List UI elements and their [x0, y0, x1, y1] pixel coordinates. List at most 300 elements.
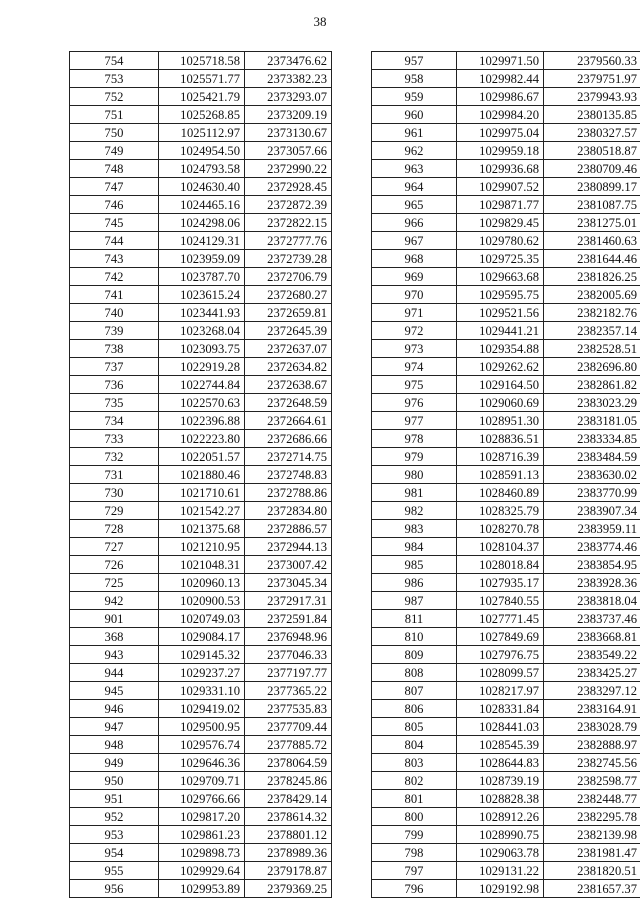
x-coordinate-cell: 1024465.16 [159, 196, 245, 214]
x-coordinate-cell: 1029871.77 [457, 196, 544, 214]
point-number-cell: 968 [372, 250, 457, 268]
y-coordinate-cell: 2377709.44 [245, 718, 332, 736]
x-coordinate-cell: 1029192.98 [457, 880, 544, 898]
table-row [70, 718, 332, 736]
table-row [372, 142, 640, 160]
point-number-cell: 731 [70, 466, 159, 484]
y-coordinate-cell: 2383907.34 [544, 502, 640, 520]
point-number-cell: 944 [70, 664, 159, 682]
table-row [372, 124, 640, 142]
table-row [372, 718, 640, 736]
point-number-cell: 943 [70, 646, 159, 664]
table-row [70, 646, 332, 664]
x-coordinate-cell: 1029725.35 [457, 250, 544, 268]
y-coordinate-cell: 2382861.82 [544, 376, 640, 394]
y-coordinate-cell: 2372990.22 [245, 160, 332, 178]
y-coordinate-cell: 2383928.36 [544, 574, 640, 592]
point-number-cell: 740 [70, 304, 159, 322]
table-row [70, 700, 332, 718]
table-row [372, 358, 640, 376]
point-number-cell: 965 [372, 196, 457, 214]
table-row [70, 160, 332, 178]
x-coordinate-cell: 1025268.85 [159, 106, 245, 124]
point-number-cell: 901 [70, 610, 159, 628]
point-number-cell: 742 [70, 268, 159, 286]
y-coordinate-cell: 2378614.32 [245, 808, 332, 826]
y-coordinate-cell: 2380327.57 [544, 124, 640, 142]
table-row [372, 538, 640, 556]
table-row [70, 196, 332, 214]
table-row [372, 88, 640, 106]
table-row [70, 502, 332, 520]
y-coordinate-cell: 2379560.33 [544, 52, 640, 70]
table-row [70, 412, 332, 430]
point-number-cell: 964 [372, 178, 457, 196]
y-coordinate-cell: 2377885.72 [245, 736, 332, 754]
point-number-cell: 981 [372, 484, 457, 502]
table-row [372, 466, 640, 484]
table-row [70, 808, 332, 826]
table-row [372, 772, 640, 790]
y-coordinate-cell: 2381826.25 [544, 268, 640, 286]
y-coordinate-cell: 2383737.46 [544, 610, 640, 628]
table-row [372, 394, 640, 412]
point-number-cell: 967 [372, 232, 457, 250]
point-number-cell: 971 [372, 304, 457, 322]
point-number-cell: 954 [70, 844, 159, 862]
x-coordinate-cell: 1021542.27 [159, 502, 245, 520]
y-coordinate-cell: 2376948.96 [245, 628, 332, 646]
table-row [70, 448, 332, 466]
y-coordinate-cell: 2372634.82 [245, 358, 332, 376]
table-row [372, 844, 640, 862]
table-row [372, 574, 640, 592]
x-coordinate-cell: 1029060.69 [457, 394, 544, 412]
point-number-cell: 804 [372, 736, 457, 754]
y-coordinate-cell: 2373209.19 [245, 106, 332, 124]
table-row [372, 340, 640, 358]
point-number-cell: 802 [372, 772, 457, 790]
y-coordinate-cell: 2383181.05 [544, 412, 640, 430]
point-number-cell: 810 [372, 628, 457, 646]
x-coordinate-cell: 1023787.70 [159, 268, 245, 286]
y-coordinate-cell: 2372777.76 [245, 232, 332, 250]
y-coordinate-cell: 2383297.12 [544, 682, 640, 700]
y-coordinate-cell: 2372706.79 [245, 268, 332, 286]
y-coordinate-cell: 2372591.84 [245, 610, 332, 628]
x-coordinate-cell: 1027840.55 [457, 592, 544, 610]
x-coordinate-cell: 1028739.19 [457, 772, 544, 790]
table-row [70, 70, 332, 88]
x-coordinate-cell: 1028460.89 [457, 484, 544, 502]
x-coordinate-cell: 1029829.45 [457, 214, 544, 232]
table-row [372, 106, 640, 124]
x-coordinate-cell: 1021210.95 [159, 538, 245, 556]
point-number-cell: 735 [70, 394, 159, 412]
table-row [372, 322, 640, 340]
point-number-cell: 725 [70, 574, 159, 592]
point-number-cell: 947 [70, 718, 159, 736]
y-coordinate-cell: 2372886.57 [245, 520, 332, 538]
y-coordinate-cell: 2372917.31 [245, 592, 332, 610]
point-number-cell: 959 [372, 88, 457, 106]
table-row [70, 124, 332, 142]
y-coordinate-cell: 2372714.75 [245, 448, 332, 466]
y-coordinate-cell: 2383854.95 [544, 556, 640, 574]
y-coordinate-cell: 2382888.97 [544, 736, 640, 754]
x-coordinate-cell: 1029817.20 [159, 808, 245, 826]
point-number-cell: 976 [372, 394, 457, 412]
y-coordinate-cell: 2379943.93 [544, 88, 640, 106]
table-row [372, 304, 640, 322]
x-coordinate-cell: 1029131.22 [457, 862, 544, 880]
y-coordinate-cell: 2380135.85 [544, 106, 640, 124]
table-row [70, 610, 332, 628]
x-coordinate-cell: 1029331.10 [159, 682, 245, 700]
point-number-cell: 975 [372, 376, 457, 394]
y-coordinate-cell: 2378989.36 [245, 844, 332, 862]
x-coordinate-cell: 1029982.44 [457, 70, 544, 88]
y-coordinate-cell: 2373382.23 [245, 70, 332, 88]
x-coordinate-cell: 1028325.79 [457, 502, 544, 520]
y-coordinate-cell: 2383770.99 [544, 484, 640, 502]
table-row [372, 448, 640, 466]
table-row [372, 682, 640, 700]
point-number-cell: 799 [372, 826, 457, 844]
y-coordinate-cell: 2381657.37 [544, 880, 640, 898]
y-coordinate-cell: 2381275.01 [544, 214, 640, 232]
table-row [372, 826, 640, 844]
x-coordinate-cell: 1028018.84 [457, 556, 544, 574]
y-coordinate-cell: 2383630.02 [544, 466, 640, 484]
x-coordinate-cell: 1029576.74 [159, 736, 245, 754]
table-row [70, 178, 332, 196]
table-row [372, 70, 640, 88]
table-row [372, 196, 640, 214]
point-number-cell: 980 [372, 466, 457, 484]
x-coordinate-cell: 1022051.57 [159, 448, 245, 466]
point-number-cell: 737 [70, 358, 159, 376]
table-row [372, 556, 640, 574]
y-coordinate-cell: 2377197.77 [245, 664, 332, 682]
point-number-cell: 726 [70, 556, 159, 574]
y-coordinate-cell: 2372872.39 [245, 196, 332, 214]
y-coordinate-cell: 2382598.77 [544, 772, 640, 790]
y-coordinate-cell: 2379178.87 [245, 862, 332, 880]
table-row [70, 664, 332, 682]
y-coordinate-cell: 2383549.22 [544, 646, 640, 664]
point-number-cell: 953 [70, 826, 159, 844]
table-row [70, 556, 332, 574]
x-coordinate-cell: 1028217.97 [457, 682, 544, 700]
table-row [70, 538, 332, 556]
point-number-cell: 955 [70, 862, 159, 880]
y-coordinate-cell: 2372822.15 [245, 214, 332, 232]
x-coordinate-cell: 1023959.09 [159, 250, 245, 268]
x-coordinate-cell: 1028828.38 [457, 790, 544, 808]
point-number-cell: 805 [372, 718, 457, 736]
table-row [70, 736, 332, 754]
y-coordinate-cell: 2380709.46 [544, 160, 640, 178]
point-number-cell: 738 [70, 340, 159, 358]
table-row [70, 322, 332, 340]
point-number-cell: 746 [70, 196, 159, 214]
y-coordinate-cell: 2382528.51 [544, 340, 640, 358]
point-number-cell: 732 [70, 448, 159, 466]
x-coordinate-cell: 1029500.95 [159, 718, 245, 736]
y-coordinate-cell: 2373007.42 [245, 556, 332, 574]
table-row [372, 754, 640, 772]
y-coordinate-cell: 2383818.04 [544, 592, 640, 610]
x-coordinate-cell: 1027935.17 [457, 574, 544, 592]
x-coordinate-cell: 1025421.79 [159, 88, 245, 106]
point-number-cell: 952 [70, 808, 159, 826]
x-coordinate-cell: 1023268.04 [159, 322, 245, 340]
x-coordinate-cell: 1028331.84 [457, 700, 544, 718]
y-coordinate-cell: 2379751.97 [544, 70, 640, 88]
x-coordinate-cell: 1024793.58 [159, 160, 245, 178]
x-coordinate-cell: 1029975.04 [457, 124, 544, 142]
point-number-cell: 987 [372, 592, 457, 610]
table-row [70, 790, 332, 808]
x-coordinate-cell: 1020900.53 [159, 592, 245, 610]
x-coordinate-cell: 1028104.37 [457, 538, 544, 556]
y-coordinate-cell: 2382182.76 [544, 304, 640, 322]
table-row [70, 754, 332, 772]
table-row [372, 862, 640, 880]
x-coordinate-cell: 1029936.68 [457, 160, 544, 178]
table-row [70, 682, 332, 700]
point-number-cell: 743 [70, 250, 159, 268]
x-coordinate-cell: 1023093.75 [159, 340, 245, 358]
x-coordinate-cell: 1029984.20 [457, 106, 544, 124]
y-coordinate-cell: 2373476.62 [245, 52, 332, 70]
point-number-cell: 966 [372, 214, 457, 232]
table-row [70, 394, 332, 412]
x-coordinate-cell: 1029262.62 [457, 358, 544, 376]
x-coordinate-cell: 1022919.28 [159, 358, 245, 376]
y-coordinate-cell: 2381981.47 [544, 844, 640, 862]
table-row [372, 250, 640, 268]
x-coordinate-cell: 1029419.02 [159, 700, 245, 718]
table-row [70, 232, 332, 250]
y-coordinate-cell: 2380518.87 [544, 142, 640, 160]
point-number-cell: 962 [372, 142, 457, 160]
x-coordinate-cell: 1028591.13 [457, 466, 544, 484]
x-coordinate-cell: 1029663.68 [457, 268, 544, 286]
point-number-cell: 974 [372, 358, 457, 376]
x-coordinate-cell: 1028545.39 [457, 736, 544, 754]
point-number-cell: 752 [70, 88, 159, 106]
table-row [70, 52, 332, 70]
point-number-cell: 734 [70, 412, 159, 430]
x-coordinate-cell: 1027849.69 [457, 628, 544, 646]
point-number-cell: 972 [372, 322, 457, 340]
y-coordinate-cell: 2378429.14 [245, 790, 332, 808]
y-coordinate-cell: 2381087.75 [544, 196, 640, 214]
y-coordinate-cell: 2379369.25 [245, 880, 332, 898]
x-coordinate-cell: 1029953.89 [159, 880, 245, 898]
point-number-cell: 750 [70, 124, 159, 142]
table-row [70, 772, 332, 790]
point-number-cell: 800 [372, 808, 457, 826]
point-number-cell: 969 [372, 268, 457, 286]
x-coordinate-cell: 1029354.88 [457, 340, 544, 358]
point-number-cell: 957 [372, 52, 457, 70]
x-coordinate-cell: 1028836.51 [457, 430, 544, 448]
x-coordinate-cell: 1029237.27 [159, 664, 245, 682]
y-coordinate-cell: 2372944.13 [245, 538, 332, 556]
point-number-cell: 951 [70, 790, 159, 808]
page-number: 38 [313, 14, 327, 29]
point-number-cell: 747 [70, 178, 159, 196]
table-row [70, 286, 332, 304]
x-coordinate-cell: 1029907.52 [457, 178, 544, 196]
x-coordinate-cell: 1029646.36 [159, 754, 245, 772]
x-coordinate-cell: 1022396.88 [159, 412, 245, 430]
table-row [372, 412, 640, 430]
table-row [70, 574, 332, 592]
y-coordinate-cell: 2383774.46 [544, 538, 640, 556]
x-coordinate-cell: 1029441.21 [457, 322, 544, 340]
y-coordinate-cell: 2372748.83 [245, 466, 332, 484]
y-coordinate-cell: 2373045.34 [245, 574, 332, 592]
y-coordinate-cell: 2372637.07 [245, 340, 332, 358]
x-coordinate-cell: 1028990.75 [457, 826, 544, 844]
point-number-cell: 807 [372, 682, 457, 700]
y-coordinate-cell: 2372638.67 [245, 376, 332, 394]
x-coordinate-cell: 1029164.50 [457, 376, 544, 394]
x-coordinate-cell: 1027976.75 [457, 646, 544, 664]
table-row [372, 178, 640, 196]
point-number-cell: 982 [372, 502, 457, 520]
table-row [372, 286, 640, 304]
x-coordinate-cell: 1021375.68 [159, 520, 245, 538]
x-coordinate-cell: 1025718.58 [159, 52, 245, 70]
table-row [372, 502, 640, 520]
point-number-cell: 963 [372, 160, 457, 178]
x-coordinate-cell: 1025571.77 [159, 70, 245, 88]
table-row [70, 304, 332, 322]
point-number-cell: 748 [70, 160, 159, 178]
table-row [70, 340, 332, 358]
x-coordinate-cell: 1029861.23 [159, 826, 245, 844]
table-row [70, 268, 332, 286]
x-coordinate-cell: 1029063.78 [457, 844, 544, 862]
x-coordinate-cell: 1029898.73 [159, 844, 245, 862]
table-row [372, 160, 640, 178]
x-coordinate-cell: 1020749.03 [159, 610, 245, 628]
x-coordinate-cell: 1029971.50 [457, 52, 544, 70]
y-coordinate-cell: 2382448.77 [544, 790, 640, 808]
point-number-cell: 729 [70, 502, 159, 520]
point-number-cell: 809 [372, 646, 457, 664]
y-coordinate-cell: 2383668.81 [544, 628, 640, 646]
table-row [70, 358, 332, 376]
x-coordinate-cell: 1022223.80 [159, 430, 245, 448]
point-number-cell: 796 [372, 880, 457, 898]
x-coordinate-cell: 1021880.46 [159, 466, 245, 484]
table-row [70, 628, 332, 646]
y-coordinate-cell: 2372686.66 [245, 430, 332, 448]
table-row [372, 268, 640, 286]
x-coordinate-cell: 1024298.06 [159, 214, 245, 232]
point-number-cell: 973 [372, 340, 457, 358]
x-coordinate-cell: 1029145.32 [159, 646, 245, 664]
point-number-cell: 368 [70, 628, 159, 646]
y-coordinate-cell: 2372680.27 [245, 286, 332, 304]
point-number-cell: 946 [70, 700, 159, 718]
table-row [372, 592, 640, 610]
x-coordinate-cell: 1024129.31 [159, 232, 245, 250]
point-number-cell: 970 [372, 286, 457, 304]
x-coordinate-cell: 1023441.93 [159, 304, 245, 322]
x-coordinate-cell: 1021048.31 [159, 556, 245, 574]
point-number-cell: 806 [372, 700, 457, 718]
y-coordinate-cell: 2372834.80 [245, 502, 332, 520]
coordinates-table-left [69, 51, 332, 898]
point-number-cell: 727 [70, 538, 159, 556]
y-coordinate-cell: 2378064.59 [245, 754, 332, 772]
table-row [372, 700, 640, 718]
table-row [372, 790, 640, 808]
x-coordinate-cell: 1024630.40 [159, 178, 245, 196]
point-number-cell: 801 [372, 790, 457, 808]
point-number-cell: 956 [70, 880, 159, 898]
point-number-cell: 739 [70, 322, 159, 340]
point-number-cell: 942 [70, 592, 159, 610]
table-row [372, 664, 640, 682]
y-coordinate-cell: 2372664.61 [245, 412, 332, 430]
y-coordinate-cell: 2382295.78 [544, 808, 640, 826]
point-number-cell: 985 [372, 556, 457, 574]
y-coordinate-cell: 2381820.51 [544, 862, 640, 880]
table-row [70, 844, 332, 862]
point-number-cell: 736 [70, 376, 159, 394]
x-coordinate-cell: 1021710.61 [159, 484, 245, 502]
y-coordinate-cell: 2383164.91 [544, 700, 640, 718]
point-number-cell: 945 [70, 682, 159, 700]
y-coordinate-cell: 2383023.29 [544, 394, 640, 412]
point-number-cell: 978 [372, 430, 457, 448]
y-coordinate-cell: 2382005.69 [544, 286, 640, 304]
x-coordinate-cell: 1028270.78 [457, 520, 544, 538]
point-number-cell: 797 [372, 862, 457, 880]
x-coordinate-cell: 1028644.83 [457, 754, 544, 772]
x-coordinate-cell: 1027771.45 [457, 610, 544, 628]
table-row [70, 430, 332, 448]
y-coordinate-cell: 2383484.59 [544, 448, 640, 466]
point-number-cell: 751 [70, 106, 159, 124]
table-row [70, 592, 332, 610]
y-coordinate-cell: 2372928.45 [245, 178, 332, 196]
table-row [70, 142, 332, 160]
x-coordinate-cell: 1029929.64 [159, 862, 245, 880]
table-row [372, 232, 640, 250]
point-number-cell: 958 [372, 70, 457, 88]
y-coordinate-cell: 2383959.11 [544, 520, 640, 538]
table-row [70, 214, 332, 232]
y-coordinate-cell: 2377365.22 [245, 682, 332, 700]
x-coordinate-cell: 1028951.30 [457, 412, 544, 430]
point-number-cell: 984 [372, 538, 457, 556]
x-coordinate-cell: 1029959.18 [457, 142, 544, 160]
point-number-cell: 960 [372, 106, 457, 124]
point-number-cell: 730 [70, 484, 159, 502]
table-row [70, 520, 332, 538]
table-row [372, 628, 640, 646]
x-coordinate-cell: 1022744.84 [159, 376, 245, 394]
